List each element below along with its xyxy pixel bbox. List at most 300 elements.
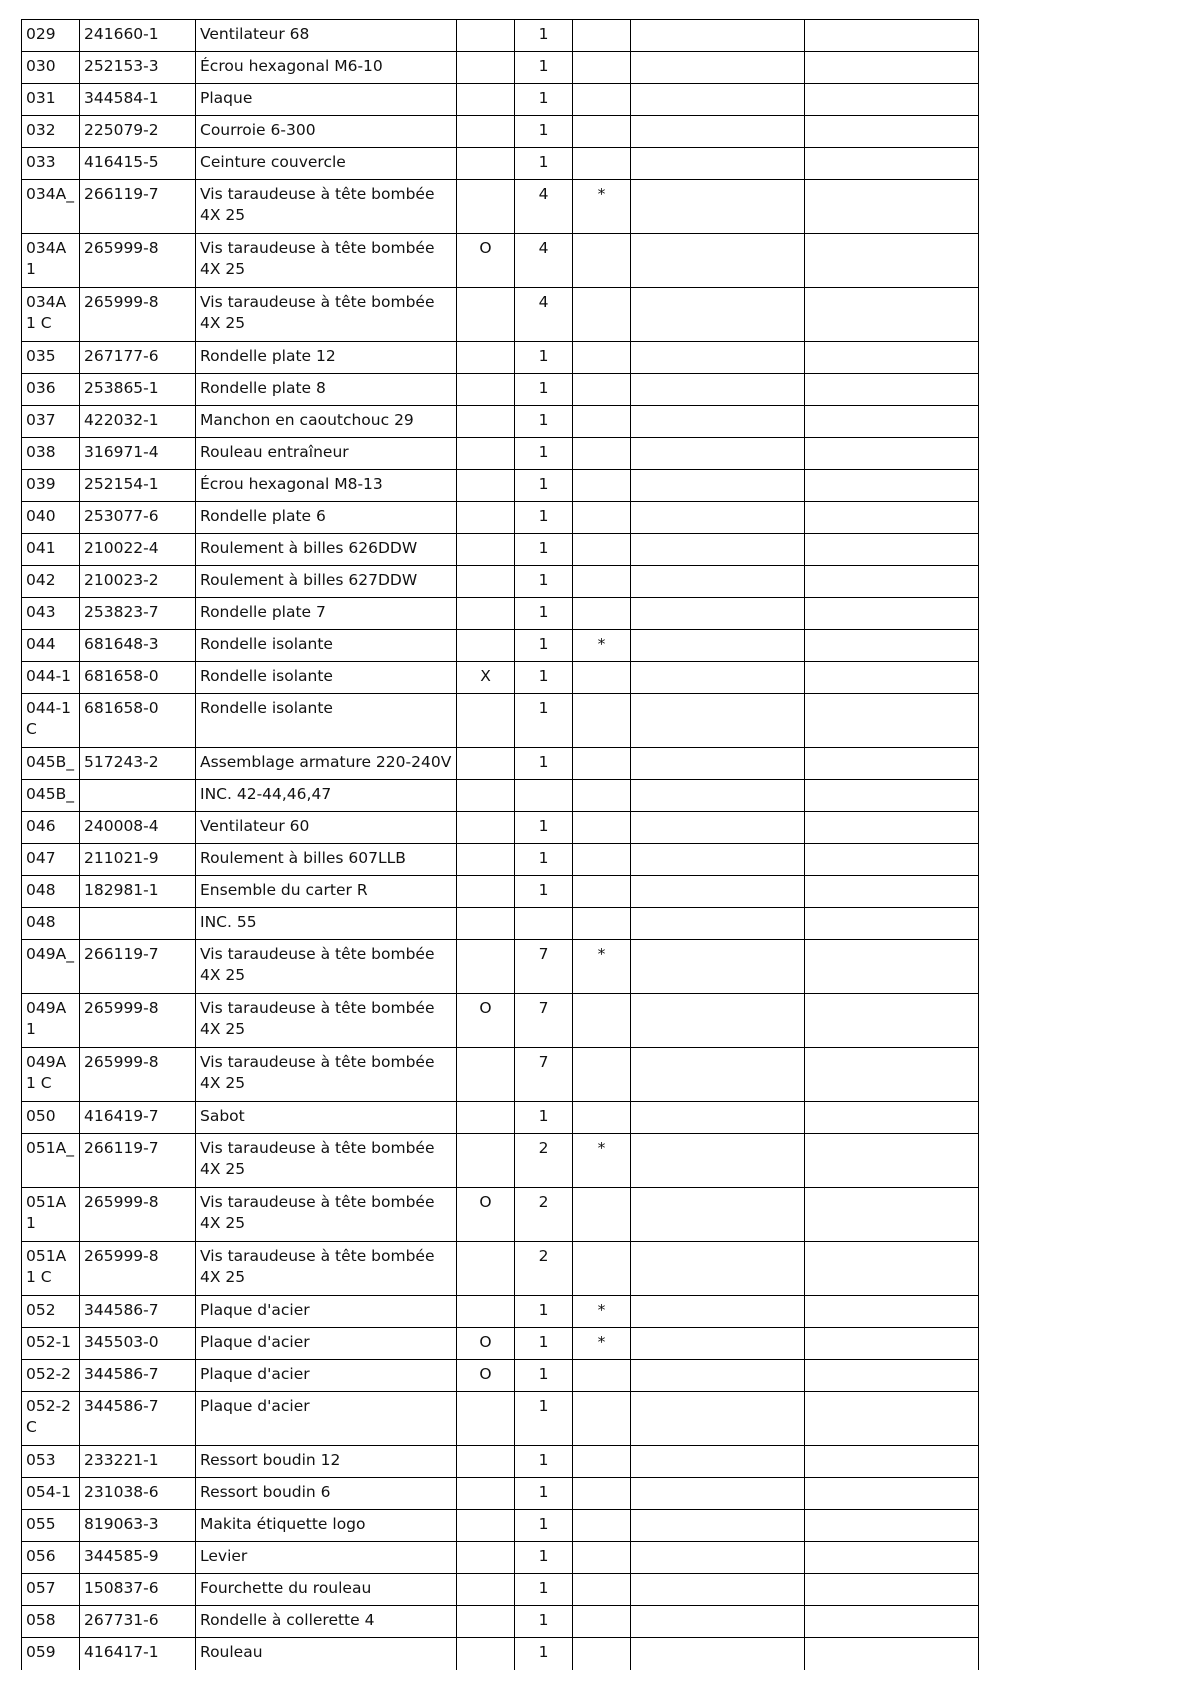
empty-cell: [805, 288, 979, 342]
empty-cell: [805, 908, 979, 940]
table-row: [22, 1328, 979, 1360]
ref-cell: 036: [22, 374, 80, 406]
empty-cell: [805, 1242, 979, 1296]
ref-cell: 031: [22, 84, 80, 116]
quantity-cell: 1: [515, 1328, 573, 1360]
table-row: [22, 812, 979, 844]
quantity-cell: 1: [515, 630, 573, 662]
mark-cell: [573, 116, 631, 148]
table-row: [22, 180, 979, 234]
table-row: [22, 234, 979, 288]
empty-cell: [631, 534, 805, 566]
mark-cell: [573, 1574, 631, 1606]
quantity-cell: 1: [515, 534, 573, 566]
empty-cell: [805, 1188, 979, 1242]
empty-cell: [631, 1542, 805, 1574]
empty-cell: [631, 780, 805, 812]
table-row: [22, 1102, 979, 1134]
table-row: [22, 1510, 979, 1542]
note-cell: O: [457, 234, 515, 288]
part-number-cell: 253865-1: [80, 374, 196, 406]
part-number-cell: 416415-5: [80, 148, 196, 180]
table-row: [22, 1638, 979, 1670]
note-cell: [457, 1478, 515, 1510]
quantity-cell: 1: [515, 1296, 573, 1328]
description-cell: Vis taraudeuse à tête bombée 4X 25: [196, 1048, 457, 1102]
mark-cell: [573, 342, 631, 374]
ref-cell: 049A_: [22, 940, 80, 994]
table-row: [22, 780, 979, 812]
ref-cell: 051A1: [22, 1188, 80, 1242]
ref-cell: 055: [22, 1510, 80, 1542]
empty-cell: [631, 694, 805, 748]
description-cell: Vis taraudeuse à tête bombée 4X 25: [196, 1242, 457, 1296]
table-row: [22, 1392, 979, 1446]
empty-cell: [805, 1102, 979, 1134]
empty-cell: [805, 116, 979, 148]
empty-cell: [805, 1574, 979, 1606]
ref-cell: 045B_: [22, 748, 80, 780]
quantity-cell: 1: [515, 1638, 573, 1670]
mark-cell: [573, 1478, 631, 1510]
description-cell: Rondelle isolante: [196, 630, 457, 662]
note-cell: [457, 694, 515, 748]
ref-cell: 032: [22, 116, 80, 148]
empty-cell: [631, 1102, 805, 1134]
table-row: [22, 1048, 979, 1102]
part-number-cell: 681658-0: [80, 662, 196, 694]
ref-cell: 038: [22, 438, 80, 470]
mark-cell: [573, 780, 631, 812]
empty-cell: [805, 780, 979, 812]
note-cell: [457, 1296, 515, 1328]
ref-cell: 053: [22, 1446, 80, 1478]
note-cell: [457, 20, 515, 52]
mark-cell: [573, 534, 631, 566]
ref-cell: 059: [22, 1638, 80, 1670]
ref-cell: 046: [22, 812, 80, 844]
part-number-cell: 267731-6: [80, 1606, 196, 1638]
empty-cell: [631, 342, 805, 374]
ref-cell: 044-1: [22, 662, 80, 694]
quantity-cell: 2: [515, 1242, 573, 1296]
mark-cell: [573, 470, 631, 502]
empty-cell: [631, 940, 805, 994]
ref-cell: 034A_: [22, 180, 80, 234]
quantity-cell: 1: [515, 748, 573, 780]
empty-cell: [631, 844, 805, 876]
quantity-cell: 1: [515, 406, 573, 438]
ref-cell: 040: [22, 502, 80, 534]
quantity-cell: 1: [515, 1542, 573, 1574]
empty-cell: [631, 994, 805, 1048]
description-cell: Vis taraudeuse à tête bombée 4X 25: [196, 994, 457, 1048]
part-number-cell: 819063-3: [80, 1510, 196, 1542]
mark-cell: [573, 812, 631, 844]
table-row: [22, 908, 979, 940]
ref-cell: 043: [22, 598, 80, 630]
ref-cell: 057: [22, 1574, 80, 1606]
part-number-cell: 210023-2: [80, 566, 196, 598]
part-number-cell: 681648-3: [80, 630, 196, 662]
table-row: [22, 342, 979, 374]
empty-cell: [631, 1446, 805, 1478]
table-row: [22, 876, 979, 908]
table-row: [22, 1242, 979, 1296]
mark-cell: [573, 20, 631, 52]
mark-cell: [573, 566, 631, 598]
empty-cell: [631, 148, 805, 180]
ref-cell: 044-1 C: [22, 694, 80, 748]
empty-cell: [631, 566, 805, 598]
table-row: [22, 566, 979, 598]
part-number-cell: 344586-7: [80, 1360, 196, 1392]
mark-cell: [573, 502, 631, 534]
note-cell: [457, 1134, 515, 1188]
empty-cell: [805, 1296, 979, 1328]
parts-table: [21, 19, 979, 1670]
table-row: [22, 1360, 979, 1392]
part-number-cell: 316971-4: [80, 438, 196, 470]
mark-cell: [573, 694, 631, 748]
quantity-cell: 1: [515, 1392, 573, 1446]
quantity-cell: 1: [515, 116, 573, 148]
ref-cell: 041: [22, 534, 80, 566]
empty-cell: [805, 812, 979, 844]
note-cell: O: [457, 1360, 515, 1392]
note-cell: [457, 1542, 515, 1574]
part-number-cell: 422032-1: [80, 406, 196, 438]
note-cell: [457, 438, 515, 470]
part-number-cell: 265999-8: [80, 1188, 196, 1242]
quantity-cell: [515, 908, 573, 940]
empty-cell: [805, 1478, 979, 1510]
empty-cell: [631, 908, 805, 940]
quantity-cell: 1: [515, 876, 573, 908]
description-cell: Makita étiquette logo: [196, 1510, 457, 1542]
ref-cell: 034A1 C: [22, 288, 80, 342]
empty-cell: [805, 694, 979, 748]
description-cell: Roulement à billes 626DDW: [196, 534, 457, 566]
part-number-cell: 681658-0: [80, 694, 196, 748]
table-row: [22, 438, 979, 470]
quantity-cell: 1: [515, 470, 573, 502]
empty-cell: [631, 438, 805, 470]
empty-cell: [805, 1510, 979, 1542]
table-row: [22, 940, 979, 994]
empty-cell: [631, 1242, 805, 1296]
description-cell: Plaque d'acier: [196, 1392, 457, 1446]
ref-cell: 058: [22, 1606, 80, 1638]
ref-cell: 037: [22, 406, 80, 438]
note-cell: [457, 1638, 515, 1670]
empty-cell: [805, 662, 979, 694]
note-cell: [457, 180, 515, 234]
mark-cell: [573, 52, 631, 84]
empty-cell: [805, 876, 979, 908]
ref-cell: 047: [22, 844, 80, 876]
quantity-cell: 1: [515, 1574, 573, 1606]
empty-cell: [631, 1296, 805, 1328]
part-number-cell: 344584-1: [80, 84, 196, 116]
mark-cell: [573, 748, 631, 780]
description-cell: Ceinture couvercle: [196, 148, 457, 180]
empty-cell: [805, 566, 979, 598]
part-number-cell: 240008-4: [80, 812, 196, 844]
empty-cell: [805, 438, 979, 470]
part-number-cell: 266119-7: [80, 1134, 196, 1188]
ref-cell: 052-1: [22, 1328, 80, 1360]
description-cell: Levier: [196, 1542, 457, 1574]
table-row: [22, 406, 979, 438]
part-number-cell: 211021-9: [80, 844, 196, 876]
description-cell: INC. 42-44,46,47: [196, 780, 457, 812]
note-cell: X: [457, 662, 515, 694]
description-cell: Rouleau entraîneur: [196, 438, 457, 470]
quantity-cell: 1: [515, 844, 573, 876]
empty-cell: [805, 1360, 979, 1392]
note-cell: [457, 534, 515, 566]
note-cell: [457, 1510, 515, 1542]
empty-cell: [631, 502, 805, 534]
table-row: [22, 1296, 979, 1328]
note-cell: [457, 748, 515, 780]
note-cell: [457, 116, 515, 148]
empty-cell: [805, 234, 979, 288]
empty-cell: [631, 1048, 805, 1102]
description-cell: INC. 55: [196, 908, 457, 940]
description-cell: Rondelle plate 12: [196, 342, 457, 374]
description-cell: Ressort boudin 12: [196, 1446, 457, 1478]
mark-cell: [573, 1542, 631, 1574]
empty-cell: [805, 1542, 979, 1574]
table-row: [22, 20, 979, 52]
empty-cell: [631, 84, 805, 116]
description-cell: Manchon en caoutchouc 29: [196, 406, 457, 438]
part-number-cell: 225079-2: [80, 116, 196, 148]
part-number-cell: 252153-3: [80, 52, 196, 84]
parts-table-body: [22, 20, 979, 1670]
note-cell: [457, 406, 515, 438]
table-row: [22, 994, 979, 1048]
note-cell: [457, 342, 515, 374]
ref-cell: 048: [22, 876, 80, 908]
empty-cell: [805, 1606, 979, 1638]
description-cell: Ensemble du carter R: [196, 876, 457, 908]
empty-cell: [631, 234, 805, 288]
table-row: [22, 1574, 979, 1606]
note-cell: [457, 1102, 515, 1134]
mark-cell: [573, 374, 631, 406]
empty-cell: [805, 1446, 979, 1478]
description-cell: Rondelle plate 7: [196, 598, 457, 630]
description-cell: Fourchette du rouleau: [196, 1574, 457, 1606]
empty-cell: [631, 812, 805, 844]
quantity-cell: 1: [515, 812, 573, 844]
quantity-cell: 1: [515, 566, 573, 598]
note-cell: [457, 1606, 515, 1638]
empty-cell: [631, 52, 805, 84]
part-number-cell: 265999-8: [80, 1048, 196, 1102]
empty-cell: [805, 374, 979, 406]
quantity-cell: 2: [515, 1188, 573, 1242]
mark-cell: [573, 908, 631, 940]
part-number-cell: 265999-8: [80, 1242, 196, 1296]
part-number-cell: 265999-8: [80, 994, 196, 1048]
mark-cell: *: [573, 940, 631, 994]
mark-cell: [573, 438, 631, 470]
note-cell: [457, 908, 515, 940]
empty-cell: [631, 374, 805, 406]
part-number-cell: 344586-7: [80, 1392, 196, 1446]
quantity-cell: 1: [515, 662, 573, 694]
empty-cell: [631, 406, 805, 438]
quantity-cell: 1: [515, 1510, 573, 1542]
description-cell: Plaque d'acier: [196, 1360, 457, 1392]
quantity-cell: 1: [515, 342, 573, 374]
ref-cell: 034A1: [22, 234, 80, 288]
note-cell: [457, 940, 515, 994]
description-cell: Plaque: [196, 84, 457, 116]
ref-cell: 044: [22, 630, 80, 662]
table-row: [22, 534, 979, 566]
empty-cell: [805, 502, 979, 534]
quantity-cell: 1: [515, 694, 573, 748]
empty-cell: [805, 534, 979, 566]
empty-cell: [631, 288, 805, 342]
part-number-cell: [80, 908, 196, 940]
empty-cell: [805, 1638, 979, 1670]
description-cell: Écrou hexagonal M8-13: [196, 470, 457, 502]
ref-cell: 054-1: [22, 1478, 80, 1510]
ref-cell: 052-2 C: [22, 1392, 80, 1446]
empty-cell: [805, 1048, 979, 1102]
note-cell: [457, 148, 515, 180]
description-cell: Courroie 6-300: [196, 116, 457, 148]
table-row: [22, 52, 979, 84]
quantity-cell: 1: [515, 84, 573, 116]
description-cell: Écrou hexagonal M6-10: [196, 52, 457, 84]
mark-cell: [573, 844, 631, 876]
description-cell: Ressort boudin 6: [196, 1478, 457, 1510]
ref-cell: 051A_: [22, 1134, 80, 1188]
empty-cell: [631, 1328, 805, 1360]
mark-cell: *: [573, 1134, 631, 1188]
empty-cell: [805, 84, 979, 116]
description-cell: Rondelle isolante: [196, 662, 457, 694]
table-row: [22, 148, 979, 180]
empty-cell: [631, 1478, 805, 1510]
ref-cell: 052: [22, 1296, 80, 1328]
table-row: [22, 1134, 979, 1188]
mark-cell: *: [573, 630, 631, 662]
note-cell: [457, 470, 515, 502]
table-row: [22, 662, 979, 694]
description-cell: Vis taraudeuse à tête bombée 4X 25: [196, 234, 457, 288]
table-row: [22, 84, 979, 116]
ref-cell: 048: [22, 908, 80, 940]
table-row: [22, 1478, 979, 1510]
note-cell: [457, 844, 515, 876]
empty-cell: [631, 630, 805, 662]
part-number-cell: 265999-8: [80, 288, 196, 342]
table-row: [22, 1542, 979, 1574]
empty-cell: [631, 1574, 805, 1606]
part-number-cell: 233221-1: [80, 1446, 196, 1478]
part-number-cell: 416417-1: [80, 1638, 196, 1670]
mark-cell: [573, 1242, 631, 1296]
mark-cell: [573, 1510, 631, 1542]
mark-cell: [573, 288, 631, 342]
note-cell: O: [457, 1188, 515, 1242]
part-number-cell: 344585-9: [80, 1542, 196, 1574]
note-cell: [457, 630, 515, 662]
empty-cell: [631, 748, 805, 780]
note-cell: [457, 84, 515, 116]
part-number-cell: 267177-6: [80, 342, 196, 374]
table-row: [22, 694, 979, 748]
mark-cell: *: [573, 1328, 631, 1360]
quantity-cell: [515, 780, 573, 812]
part-number-cell: 517243-2: [80, 748, 196, 780]
empty-cell: [631, 1510, 805, 1542]
part-number-cell: 253077-6: [80, 502, 196, 534]
empty-cell: [805, 994, 979, 1048]
part-number-cell: 265999-8: [80, 234, 196, 288]
table-row: [22, 1606, 979, 1638]
note-cell: [457, 1048, 515, 1102]
mark-cell: [573, 84, 631, 116]
description-cell: Ventilateur 60: [196, 812, 457, 844]
empty-cell: [631, 662, 805, 694]
quantity-cell: 1: [515, 148, 573, 180]
table-row: [22, 630, 979, 662]
mark-cell: [573, 148, 631, 180]
description-cell: Rondelle plate 8: [196, 374, 457, 406]
note-cell: [457, 876, 515, 908]
ref-cell: 029: [22, 20, 80, 52]
mark-cell: [573, 1188, 631, 1242]
quantity-cell: 1: [515, 1446, 573, 1478]
ref-cell: 042: [22, 566, 80, 598]
description-cell: Vis taraudeuse à tête bombée 4X 25: [196, 1134, 457, 1188]
quantity-cell: 1: [515, 20, 573, 52]
ref-cell: 052-2: [22, 1360, 80, 1392]
mark-cell: [573, 1446, 631, 1478]
description-cell: Rondelle isolante: [196, 694, 457, 748]
quantity-cell: 7: [515, 994, 573, 1048]
description-cell: Vis taraudeuse à tête bombée 4X 25: [196, 288, 457, 342]
part-number-cell: 150837-6: [80, 1574, 196, 1606]
note-cell: [457, 502, 515, 534]
empty-cell: [805, 470, 979, 502]
description-cell: Roulement à billes 607LLB: [196, 844, 457, 876]
empty-cell: [631, 470, 805, 502]
note-cell: [457, 780, 515, 812]
empty-cell: [631, 598, 805, 630]
mark-cell: [573, 1638, 631, 1670]
empty-cell: [805, 148, 979, 180]
part-number-cell: 416419-7: [80, 1102, 196, 1134]
empty-cell: [631, 1638, 805, 1670]
part-number-cell: 253823-7: [80, 598, 196, 630]
empty-cell: [805, 748, 979, 780]
table-row: [22, 1188, 979, 1242]
empty-cell: [805, 844, 979, 876]
table-row: [22, 116, 979, 148]
empty-cell: [631, 180, 805, 234]
description-cell: Roulement à billes 627DDW: [196, 566, 457, 598]
